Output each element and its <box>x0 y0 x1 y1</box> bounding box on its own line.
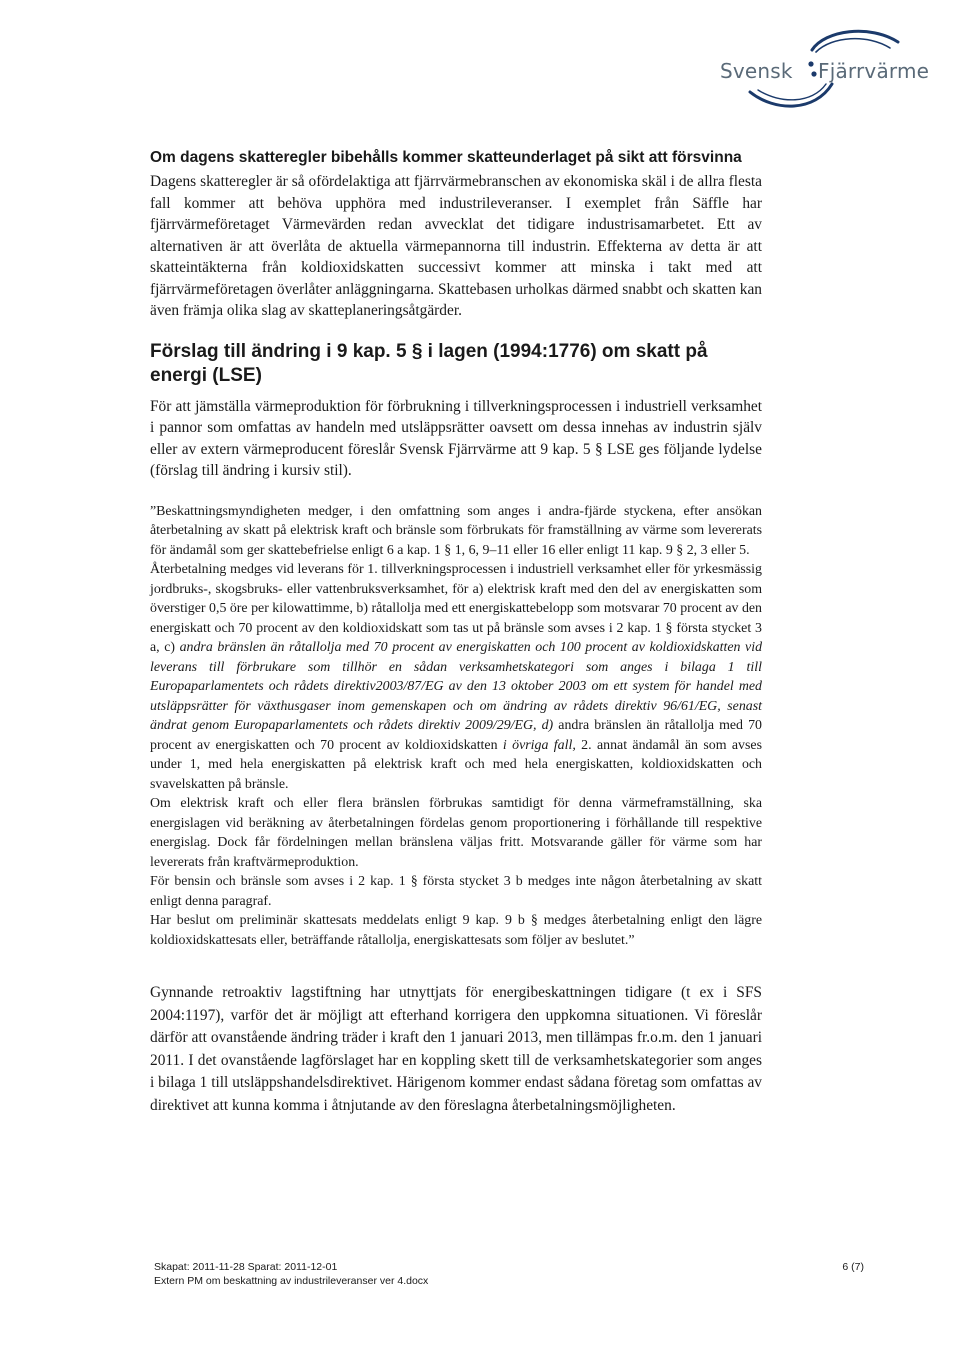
logo-word-svensk: Svensk <box>720 59 793 83</box>
footer-filename: Extern PM om beskattning av industrileveranser ver 4.docx <box>154 1274 429 1287</box>
logo-word-fjarrvarme: Fjärrvärme <box>818 59 930 83</box>
section-heading-proposal: Förslag till ändring i 9 kap. 5 § i lagen (1994:1776) om skatt på energi (LSE) <box>150 340 708 386</box>
quote-p2-italic-1: andra bränslen än råtallolja med 70 procent av energiskatten och 100 procent av koldioxidskatten vid leverans till förbrukare som tillhör en sådan verksamhetskategori som anges i bilaga 1 till Europaparlamentets och rådets direktiv2003/87/EG av den 13 oktober 2003 om ett system för handel med utsläppsrätter för växthusgaser inom gemenskapen och om ändring av rådets direktiv 96/61/EG, senast ändrat genom Europaparlamentets och rådets direktiv 2009/29/EG, d) <box>150 640 763 733</box>
quote-p2-text-a: Återbetalning medges vid leverans för 1. tillverkningsprocessen i industriell verksamhet eller för yrkesmässig jordbruks-, skogsbruks- eller vattenbruksverksamhet, för a) elektrisk kraft med den del av energiskatten som överstiger 0,5 öre per kilowattimme, b) råtallolja med ett energiskattebelopp som motsvarar 70 procent av den energiskatt och 70 procent av den koldioxidskatt som tas ut på bränsle som avses i 2 kap. 1 § första stycket 3 a, c) <box>150 562 762 655</box>
quote-p2-italic-2: i övriga fall, <box>502 737 576 753</box>
quote-paragraph-2 <box>150 560 762 794</box>
svensk-fjarrvarme-logo <box>720 22 930 112</box>
quote-paragraph-1: ”Beskattningsmyndigheten medger, i den omfattning som anges i andra-fjärde styckena, efter ansökan återbetalning av skatt på elektrisk kraft och bränsle som förbrukats för framställning av värme som levererats för ändamål som ger skattebefrielse enligt 6 a kap. 1 § 1, 6, 9–11 eller 16 eller enligt 11 kap. 9 § 2, 3 eller 5. <box>150 503 762 558</box>
page-footer <box>154 1261 428 1288</box>
document-body <box>150 148 762 1117</box>
quote-paragraph-3: Om elektrisk kraft och eller flera bränslen förbrukas samtidigt för denna värmeframställning, ska energislagen vid beräkning av återbetalningen fördelas genom proportionering i förhållande till respektive energislag. Dock får fördelningen mellan bränslena väljas fritt. Motsvarande gäller för värme som har levererats från kraftvärmeproduktion. <box>150 796 762 870</box>
section-heading-tax-base: Om dagens skatteregler bibehålls kommer skatteunderlaget på sikt att försvinna <box>150 149 742 166</box>
law-text-quote <box>150 502 762 951</box>
paragraph-proposal: För att jämställa värmeproduktion för förbrukning i tillverkningsprocessen i industriell verksamhet i pannor som omfattas av handeln med utsläppsrätter oavsett om dessa innehas av industrin själv eller av extern värmeproducent föreslår Svensk Fjärrvärme att 9 kap. 5 § LSE ges följande lydelse (förslag till ändring i kursiv stil). <box>150 397 762 479</box>
quote-p2-text-b: andra bränslen än råtallolja med 70 procent av energiskatten och 70 procent av koldioxidskatten <box>150 718 762 753</box>
quote-paragraph-4: För bensin och bränsle som avses i 2 kap. 1 § första stycket 3 b medges inte någon återbetalning av skatt enligt denna paragraf. <box>150 874 762 909</box>
quote-paragraph-5: Har beslut om preliminär skattesats meddelats enligt 9 kap. 9 b § medges återbetalning enligt den lägre koldioxidskattesats eller, beträffande råtallolja, energiskattesats som följer av beslutet.” <box>150 913 762 948</box>
page-number: 6 (7) <box>842 1261 864 1273</box>
paragraph-tax-base: Dagens skatteregler är så ofördelaktiga att fjärrvärmebranschen av ekonomiska skäl i de allra flesta fall kommer att behöva upphöra med industrileveranser. I exemplet från Säffle har fjärrvärmeföretaget Värmevärden redan avvecklat det tidigare industrisamarbetet. Ett av alternativen är att överlåta de aktuella värmepannorna till industrin. Effekterna av detta är att skatteintäkterna från koldioxidskatten successivt kommer att minska i takt med att fjärrvärmeföretagen överlåter anläggningarna. Skattebasen urholkas därmed snabbt och skatten kan även främja olika slag av skatteplaneringsåtgärder. <box>150 173 762 319</box>
paragraph-retroactive: Gynnande retroaktiv lagstiftning har utnyttjats för energibeskattningen tidigare (t ex i SFS 2004:1197), varför det är möjligt att efterhand korrigera den uppkomna situationen. Vi föreslår därför att ovanstående ändring träder i kraft den 1 januari 2013, men tillämpas fr.o.m. den 1 januari 2011. I det ovanstående lagförslaget har en koppling skett till de verksamhetskategorier som anges i bilaga 1 till utsläppshandelsdirektivet. Härigenom kommer endast sådana företag som omfattas av direktivet att kunna komma i åtnjutande av den föreslagna återbetalningsmöjligheten. <box>150 984 762 1114</box>
footer-dates: Skapat: 2011-11-28 Sparat: 2011-12-01 <box>154 1261 338 1273</box>
quote-p2-text-c: 2. annat ändamål än som avses under 1, med hela energiskatten på elektrisk kraft och med hela energiskatten, koldioxidskatten och svavelskatten på bränsle. <box>150 737 762 792</box>
